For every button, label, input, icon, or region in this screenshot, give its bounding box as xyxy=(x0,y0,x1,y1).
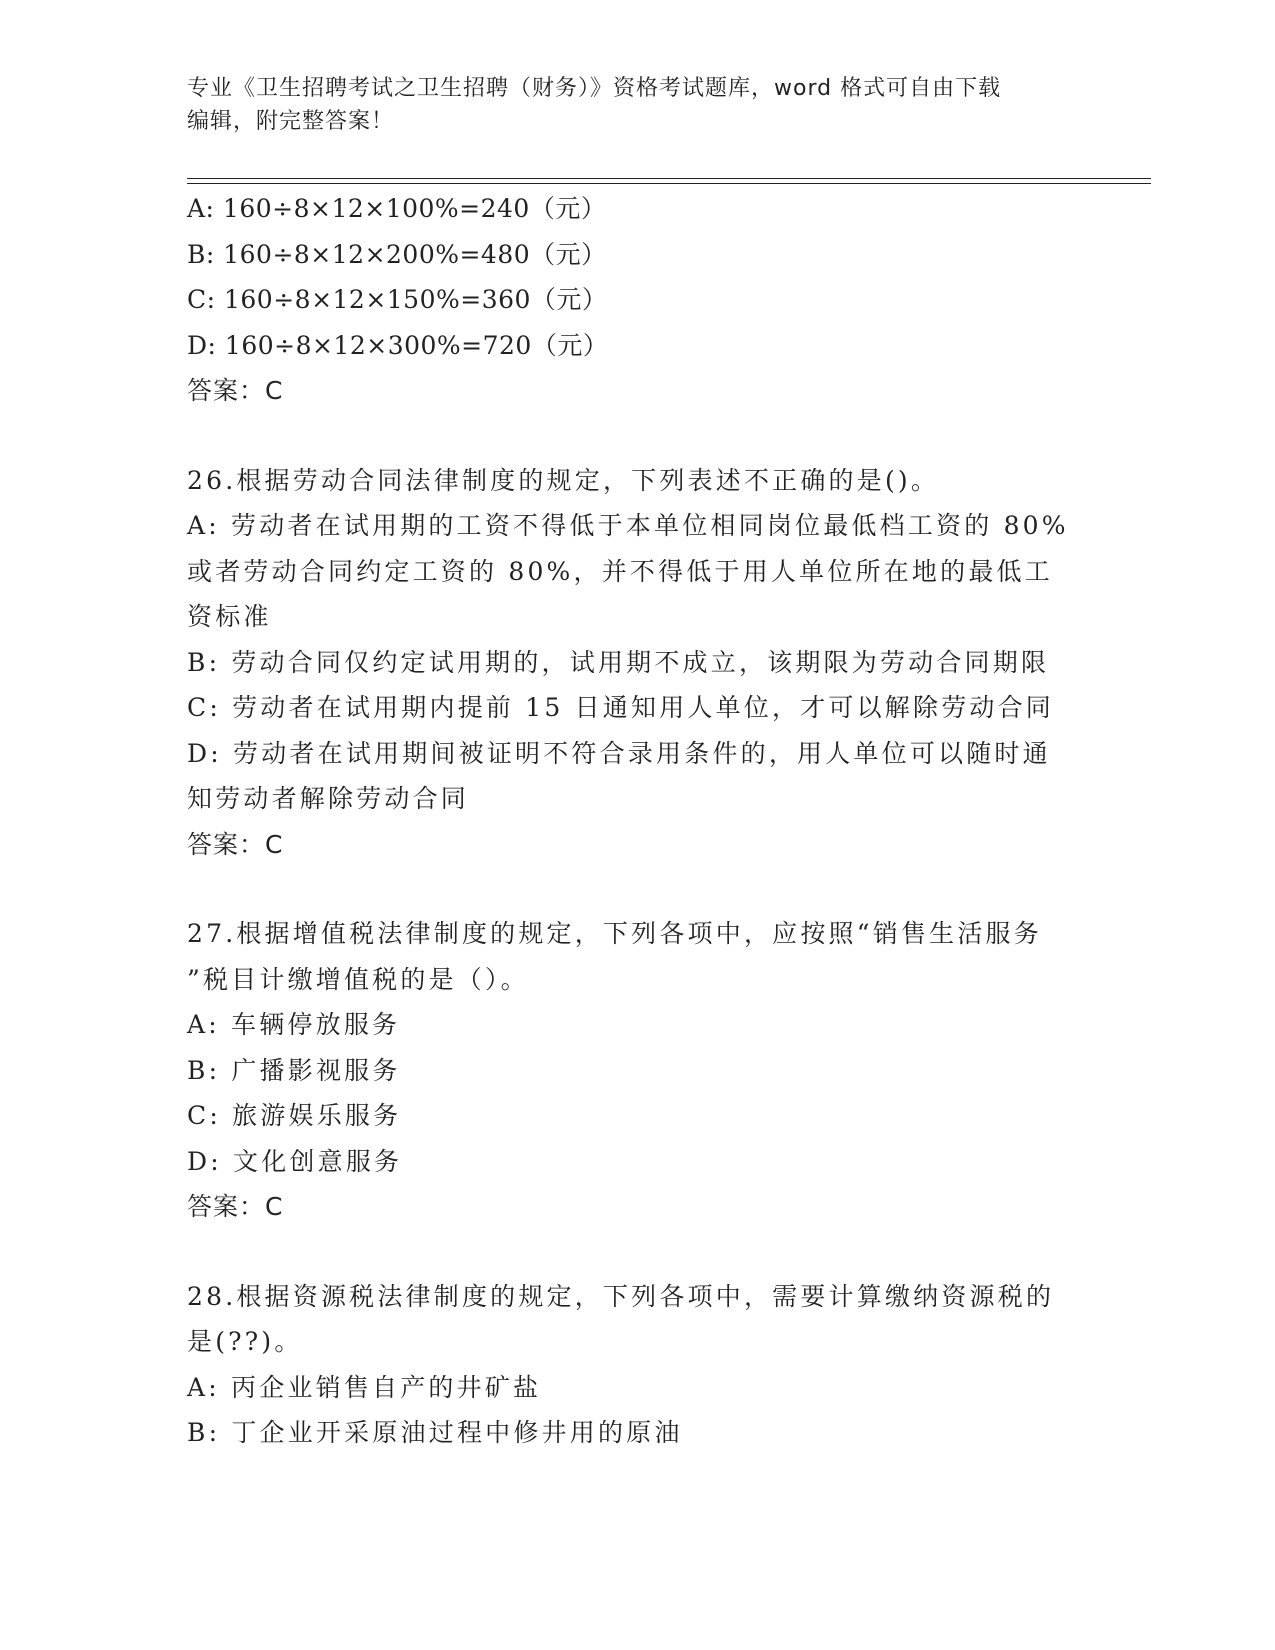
question-26 xyxy=(187,458,1087,868)
option-a: A: 劳动者在试用期的工资不得低于本单位相同岗位最低档工资的 80% xyxy=(187,511,1069,540)
header-divider-bottom xyxy=(187,183,1151,184)
option-a-continued: 资标准 xyxy=(187,602,272,631)
option-b: B: 广播影视服务 xyxy=(187,1055,401,1085)
option-d-continued: 知劳动者解除劳动合同 xyxy=(187,784,470,813)
question-stem: 27.根据增值税法律制度的规定，下列各项中，应按照“销售生活服务 xyxy=(187,919,1042,948)
answer: 答案：C xyxy=(187,829,284,859)
option-a: A: 丙企业销售自产的井矿盐 xyxy=(187,1372,542,1402)
header-divider-top xyxy=(187,178,1151,179)
question-25 xyxy=(187,186,1087,414)
question-stem: 26.根据劳动合同法律制度的规定，下列表述不正确的是()。 xyxy=(187,465,940,495)
spacer xyxy=(187,414,1087,458)
question-28 xyxy=(187,1274,1087,1456)
option-d: D: 文化创意服务 xyxy=(187,1146,403,1176)
document-header xyxy=(187,72,1067,138)
option-c: C: 劳动者在试用期内提前 15 日通知用人单位，才可以解除劳动合同 xyxy=(187,693,1055,722)
option-c: C: 160÷8×12×150%=360（元） xyxy=(187,285,608,314)
option-a: A: 160÷8×12×100%=240（元） xyxy=(187,194,607,223)
option-b: B: 丁企业开采原油过程中修井用的原油 xyxy=(187,1418,683,1447)
option-a-continued: 或者劳动合同约定工资的 80%，并不得低于用人单位所在地的最低工 xyxy=(187,556,1053,586)
spacer xyxy=(187,1230,1087,1274)
answer: 答案：C xyxy=(187,376,284,405)
question-stem-continued: ”税目计缴增值税的是（）。 xyxy=(187,964,529,994)
question-list xyxy=(187,186,1087,1456)
option-a: A: 车辆停放服务 xyxy=(187,1010,401,1039)
header-line-2: 编辑，附完整答案！ xyxy=(187,109,395,134)
spacer xyxy=(187,867,1087,911)
option-c: C: 旅游娱乐服务 xyxy=(187,1101,402,1130)
option-b: B: 劳动合同仅约定试用期的，试用期不成立，该期限为劳动合同期限 xyxy=(187,647,1050,677)
answer: 答案：C xyxy=(187,1192,284,1221)
question-27 xyxy=(187,911,1087,1230)
option-d: D: 劳动者在试用期间被证明不符合录用条件的，用人单位可以随时通 xyxy=(187,738,1051,768)
option-b: B: 160÷8×12×200%=480（元） xyxy=(187,239,607,269)
option-d: D: 160÷8×12×300%=720（元） xyxy=(187,330,609,360)
header-line-1: 专业《卫生招聘考试之卫生招聘（财务）》资格考试题库，word 格式可自由下载 xyxy=(187,76,1002,101)
question-stem: 28.根据资源税法律制度的规定，下列各项中，需要计算缴纳资源税的 xyxy=(187,1281,1055,1311)
question-stem-continued: 是(??)。 xyxy=(187,1327,303,1356)
